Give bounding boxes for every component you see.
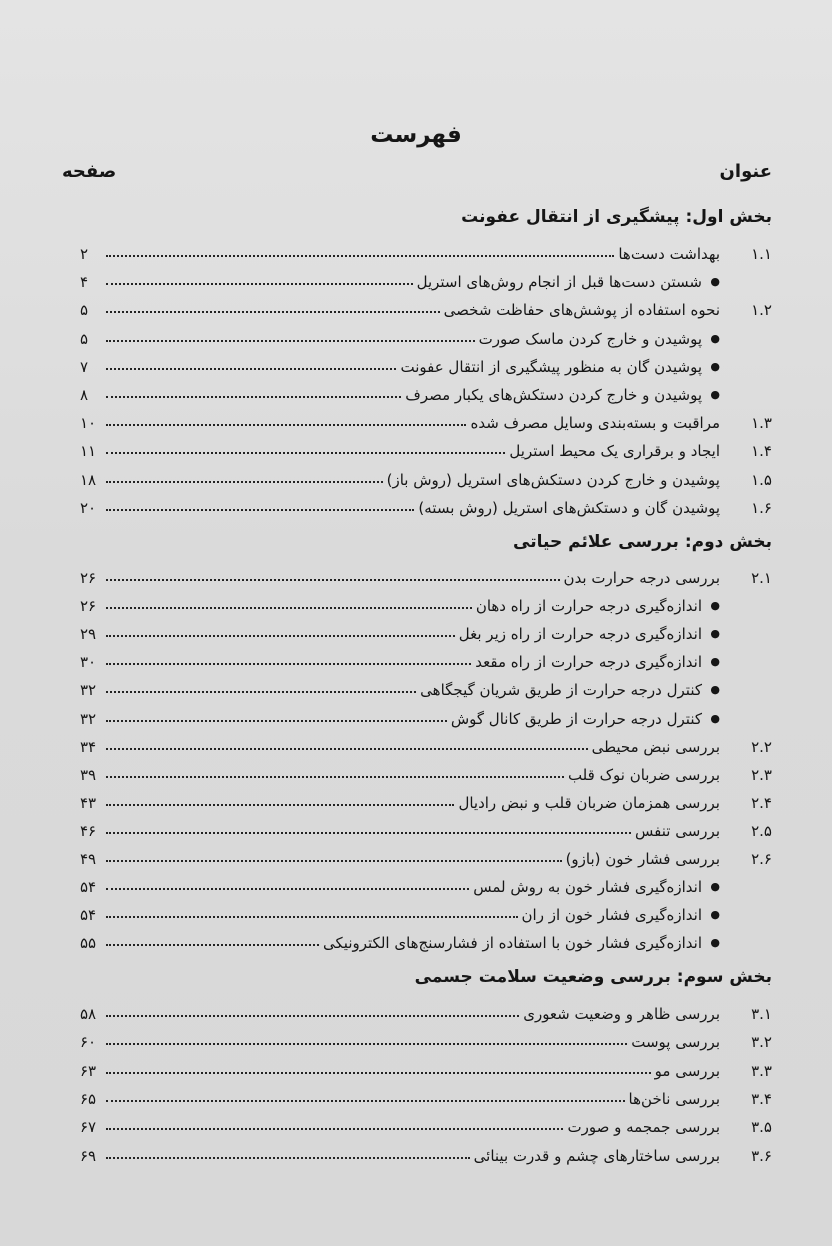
toc-entry[interactable] [80,870,772,896]
entry-title: اندازه‌گیری درجه حرارت از راه زیر بغل [458,625,702,644]
dot-leader [106,748,588,750]
toc-entry[interactable] [80,702,772,728]
bullet-icon: ● [710,331,720,345]
toc-entry[interactable] [80,293,772,319]
entry-title: بررسی ضربان نوک قلب [567,765,720,784]
entry-title: بررسی همزمان ضربان قلب و نبض رادیال [458,793,720,812]
bullet-icon: ● [710,880,720,894]
toc-entry[interactable] [80,378,772,404]
dot-leader [106,283,413,285]
entry-page-number: ۵۵ [80,934,97,953]
entry-page-number: ۶۵ [80,1089,97,1108]
entry-number: ۱.۱ [751,245,772,263]
entry-title: بررسی ساختارهای چشم و قدرت بینائی [473,1146,720,1165]
page-title: فهرست [370,122,462,148]
entry-page-number: ۲۶ [80,569,97,587]
dot-leader [106,340,475,342]
toc-entry[interactable] [80,814,772,840]
dot-leader [106,804,454,806]
entry-number: ۳.۲ [751,1033,772,1052]
entry-number: ۳.۴ [751,1089,772,1108]
entry-title: ایجاد و برقراری یک محیط استریل [509,442,720,461]
toc-entry[interactable] [80,350,772,376]
entry-page-number: ۷ [80,357,89,376]
dot-leader [106,452,505,454]
entry-page-number: ۳۹ [80,765,97,784]
entry-title: مراقبت و بسته‌بندی وسایل مصرف شده [470,414,720,433]
dot-leader [106,1157,470,1159]
entry-number: ۲.۵ [751,821,772,840]
toc-entry[interactable] [80,237,772,263]
toc-entry[interactable] [80,673,772,699]
entry-page-number: ۳۲ [80,709,97,728]
bullet-icon: ● [710,908,720,922]
entry-title: پوشیدن و خارج کردن ماسک صورت [478,329,702,348]
toc-entry[interactable] [80,1110,772,1136]
entry-number: ۱.۲ [751,301,772,320]
entry-page-number: ۱۱ [80,442,97,461]
entry-page-number: ۲۰ [80,498,97,517]
dot-leader [106,424,466,426]
entry-page-number: ۴۹ [80,850,97,868]
entry-page-number: ۳۰ [80,653,97,672]
entry-page-number: ۴۳ [80,793,97,812]
entry-page-number: ۶۷ [80,1118,97,1137]
toc-entry[interactable] [80,1054,772,1080]
dot-leader [106,1015,519,1017]
toc-entry[interactable] [80,1139,772,1165]
entry-number: ۱.۵ [751,470,772,489]
entry-page-number: ۱۰ [80,414,97,433]
entry-page-number: ۵ [80,301,89,320]
toc-entry[interactable] [80,463,772,489]
entry-page-number: ۳۴ [80,737,97,756]
entry-title: اندازه‌گیری درجه حرارت از راه دهان [475,597,702,616]
bullet-icon: ● [710,627,720,641]
entry-title: بررسی مو [654,1061,720,1080]
toc-entry[interactable] [80,898,772,924]
dot-leader [106,944,319,946]
entry-page-number: ۳۲ [80,681,97,700]
dot-leader [106,663,471,665]
entry-page-number: ۵۸ [80,1005,97,1023]
toc-entry[interactable] [80,1025,772,1051]
entry-number: ۱.۶ [751,498,772,517]
entry-page-number: ۲ [80,245,89,263]
dot-leader [106,255,614,257]
dot-leader [106,1100,625,1102]
entry-number: ۲.۶ [751,850,772,868]
dot-leader [106,368,396,370]
toc-entry[interactable] [80,491,772,517]
toc-entry[interactable] [80,645,772,671]
entry-number: ۲.۱ [751,569,772,587]
entry-page-number: ۶۳ [80,1061,97,1080]
toc-entry[interactable] [80,730,772,756]
dot-leader [106,311,440,313]
dot-leader [106,1043,627,1045]
toc-entry[interactable] [80,561,772,587]
entry-title: شستن دست‌ها قبل از انجام روش‌های استریل [416,273,702,292]
entry-page-number: ۱۸ [80,470,97,489]
section-heading: بخش سوم: بررسی وضعیت سلامت جسمی [414,967,772,987]
bullet-icon: ● [710,359,720,373]
bullet-icon: ● [710,275,720,289]
entry-number: ۳.۶ [751,1146,772,1165]
column-header-title: عنوان [719,161,772,182]
bullet-icon: ● [710,655,720,669]
dot-leader [106,509,414,511]
entry-page-number: ۶۹ [80,1146,97,1165]
entry-title: بهداشت دست‌ها [618,245,720,263]
dot-leader [106,481,383,483]
toc-entry[interactable] [80,265,772,291]
entry-title: بررسی ناخن‌ها [628,1089,720,1108]
dot-leader [106,691,416,693]
section-heading: بخش اول: پیشگیری از انتقال عفونت [461,207,772,227]
dot-leader [106,396,401,398]
entry-title: بررسی پوست [631,1033,720,1052]
entry-title: بررسی درجه حرارت بدن [563,569,720,587]
entry-title: اندازه‌گیری درجه حرارت از راه مقعد [475,653,702,672]
entry-page-number: ۲۶ [80,597,97,616]
entry-number: ۲.۴ [751,793,772,812]
dot-leader [106,1072,651,1074]
entry-title: پوشیدن و خارج کردن دستکش‌های یکبار مصرف [405,386,702,404]
entry-page-number: ۶۰ [80,1033,97,1052]
bullet-icon: ● [710,599,720,613]
entry-title: اندازه‌گیری فشار خون از ران [521,906,702,925]
bullet-icon: ● [710,683,720,697]
entry-number: ۱.۴ [751,442,772,461]
dot-leader [106,860,562,862]
dot-leader [106,635,455,637]
entry-title: بررسی نبض محیطی [591,737,720,756]
entry-page-number: ۲۹ [80,625,97,644]
entry-title: کنترل درجه حرارت از طریق کانال گوش [450,709,702,728]
toc-entry[interactable] [80,589,772,615]
entry-title: اندازه‌گیری فشار خون به روش لمس [473,878,702,897]
entry-number: ۳.۳ [751,1061,772,1080]
entry-page-number: ۸ [80,386,89,404]
entry-number: ۱.۳ [751,414,772,433]
toc-entry[interactable] [80,322,772,348]
entry-title: بررسی جمجمه و صورت [567,1118,720,1137]
entry-page-number: ۴۶ [80,821,97,840]
bullet-icon: ● [710,388,720,401]
entry-title: پوشیدن گان و دستکش‌های استریل (روش بسته) [418,498,720,517]
entry-title: کنترل درجه حرارت از طریق شریان گیجگاهی [420,681,702,700]
entry-number: ۳.۱ [751,1005,772,1023]
entry-number: ۲.۳ [751,765,772,784]
entry-page-number: ۵۴ [80,906,97,925]
toc-entry[interactable] [80,926,772,952]
entry-title: پوشیدن و خارج کردن دستکش‌های استریل (روش باز) [386,470,720,489]
entry-title: پوشیدن گان به منظور پیشگیری از انتقال عفونت [400,357,702,376]
toc-entry[interactable] [80,1082,772,1108]
entry-title: بررسی ظاهر و وضعیت شعوری [523,1005,720,1023]
entry-title: بررسی تنفس [635,821,720,840]
entry-number: ۲.۲ [751,737,772,756]
dot-leader [106,720,447,722]
column-header-page: صفحه [62,161,117,182]
section-heading: بخش دوم: بررسی علائم حیاتی [513,532,772,552]
entry-page-number: ۵۴ [80,878,97,897]
entry-title: اندازه‌گیری فشار خون با استفاده از فشارسنج‌های الکترونیکی [323,934,702,953]
entry-page-number: ۵ [80,329,89,348]
dot-leader [106,579,560,581]
dot-leader [106,832,631,834]
entry-title: نحوه استفاده از پوشش‌های حفاظت شخصی [443,301,720,320]
toc-entry[interactable] [80,434,772,460]
dot-leader [106,888,469,890]
toc-entry[interactable] [80,997,772,1023]
toc-entry[interactable] [80,406,772,432]
dot-leader [106,1128,563,1130]
dot-leader [106,776,564,778]
bullet-icon: ● [710,936,720,950]
dot-leader [106,607,472,609]
entry-page-number: ۴ [80,273,89,292]
toc-entry[interactable] [80,842,772,868]
entry-title: بررسی فشار خون (بازو) [565,850,720,868]
entry-number: ۳.۵ [751,1118,772,1137]
toc-entry[interactable] [80,786,772,812]
toc-entry[interactable] [80,617,772,643]
bullet-icon: ● [710,711,720,725]
dot-leader [106,916,518,918]
toc-entry[interactable] [80,758,772,784]
